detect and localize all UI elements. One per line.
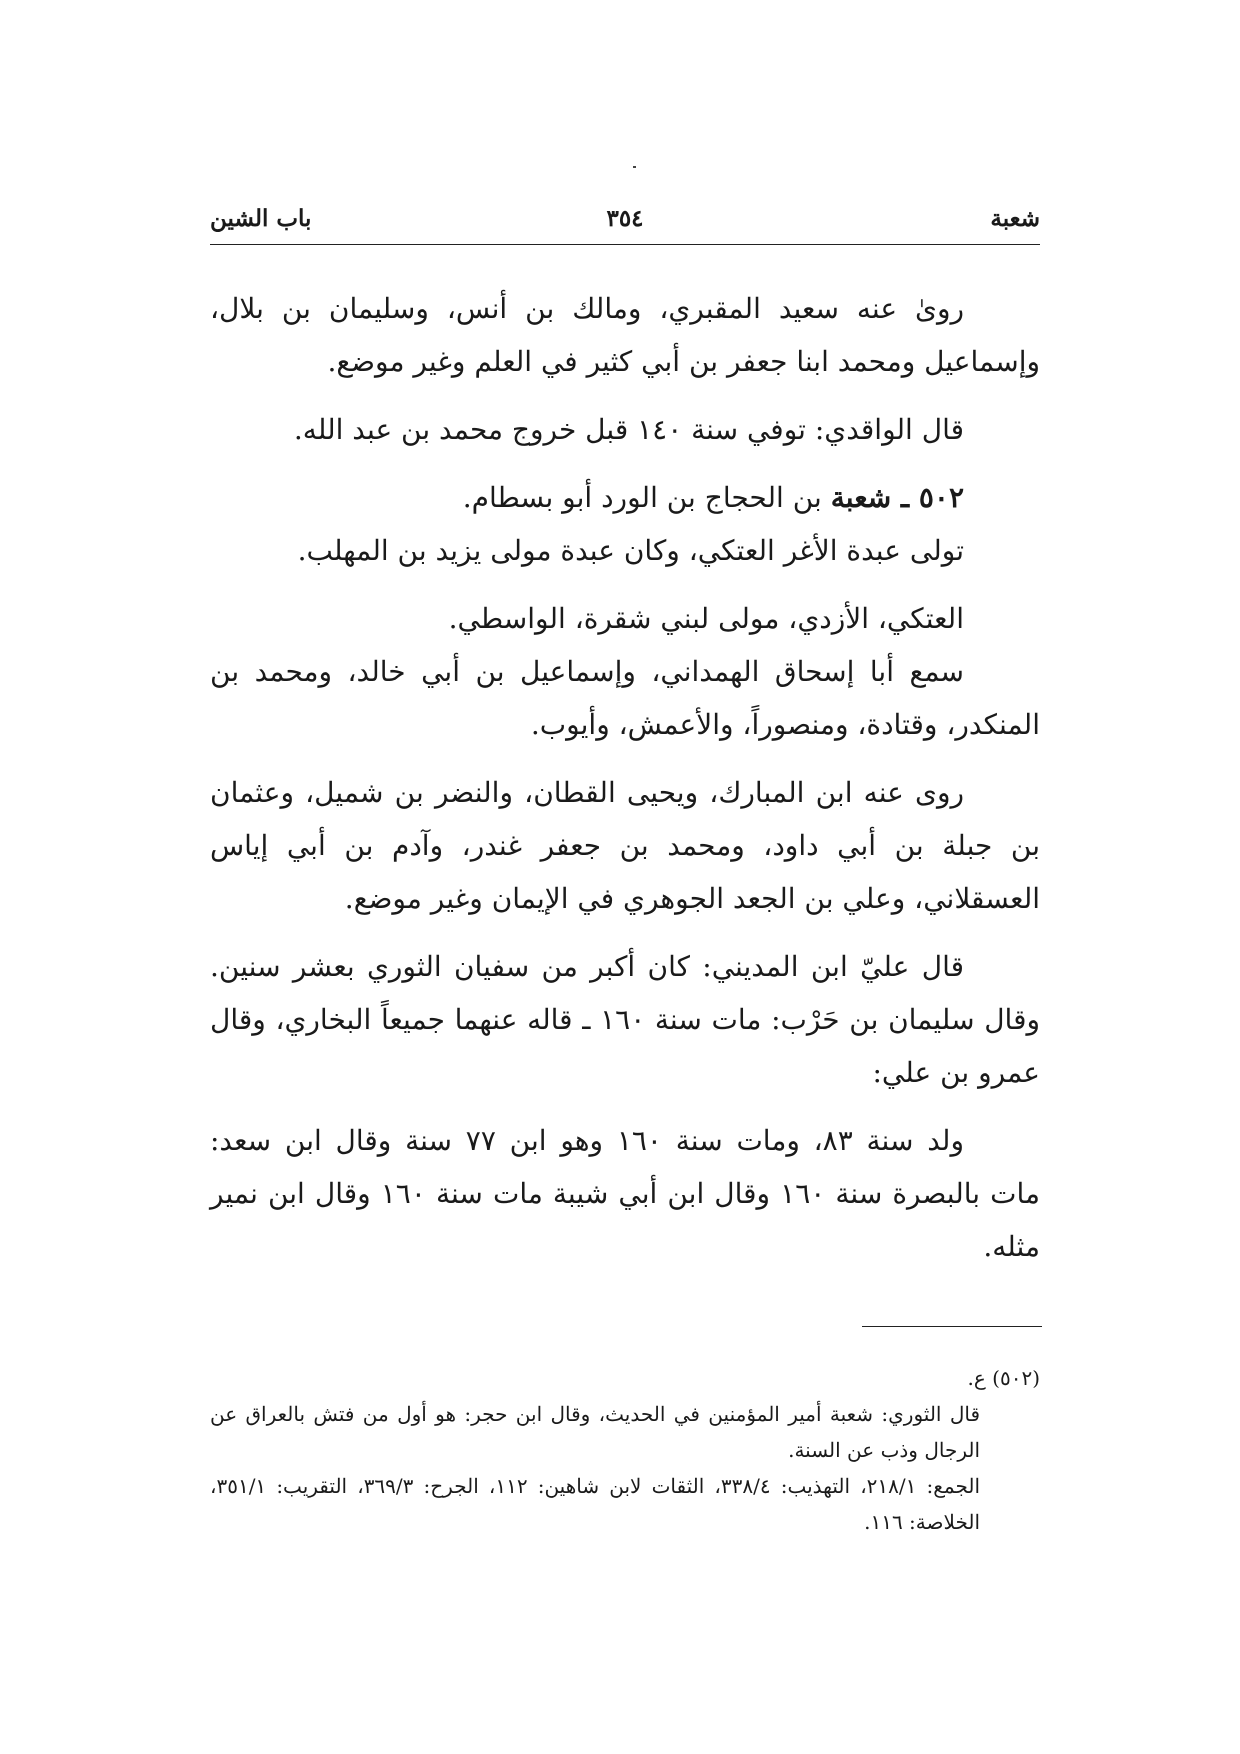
paragraph: روى عنه ابن المبارك، ويحيى القطان، والنضر بن شميل، وعثمان بن جبلة بن أبي داود، ومحمد بن جعفر غندر، وآدم بن أبي إياس العسقلاني، وعلي بن الجعد الجوهري في الإيمان وغير موضع. [210, 776, 1040, 915]
page-header [210, 205, 1040, 245]
entry-heading [210, 471, 1040, 524]
header-entry-name: شعبة [990, 205, 1040, 232]
paragraph: قال عليّ ابن المديني: كان أكبر من سفيان الثوري بعشر سنين. وقال سليمان بن حَرْب: مات سنة ١٦٠ ـ قاله عنهما جميعاً البخاري، وقال عمرو بن علي: [210, 950, 1040, 1089]
footnotes [210, 1360, 1040, 1540]
paragraph: تولى عبدة الأغر العتكي، وكان عبدة مولى يزيد بن المهلب. [297, 534, 964, 567]
footnote-references: الجمع: ٢١٨/١، التهذيب: ٣٣٨/٤، الثقات لابن شاهين: ١١٢، الجرح: ٣٦٩/٣، التقريب: ٣٥١/١، الخلاصة: ١١٦. [210, 1474, 981, 1534]
scan-speck [633, 166, 636, 168]
entry-heading-text: بن الحجاج بن الورد أبو بسطام. [462, 481, 831, 514]
page-number: ٣٥٤ [606, 205, 644, 232]
footnote-text: قال الثوري: شعبة أمير المؤمنين في الحديث، وقال ابن حجر: هو أول من فتش بالعراق عن الرجال وذب عن السنة. [210, 1402, 980, 1462]
header-rule [210, 244, 1040, 245]
footnote-rule [862, 1326, 1042, 1327]
main-text [210, 282, 1040, 1273]
paragraph: روىٰ عنه سعيد المقبري، ومالك بن أنس، وسليمان بن بلال، وإسماعيل ومحمد ابنا جعفر بن أبي كثير في العلم وغير موضع. [210, 292, 1040, 378]
paragraph: سمع أبا إسحاق الهمداني، وإسماعيل بن أبي خالد، ومحمد بن المنكدر، وقتادة، ومنصوراً، والأعمش، وأيوب. [210, 655, 1040, 741]
entry-number: ٥٠٢ ـ شعبة [830, 481, 964, 514]
paragraph: قال الواقدي: توفي سنة ١٤٠ قبل خروج محمد بن عبد الله. [293, 413, 964, 446]
paragraph: العتكي، الأزدي، مولى لبني شقرة، الواسطي. [448, 602, 964, 635]
header-chapter: باب الشين [210, 205, 312, 232]
footnote-marker: (٥٠٢) ع. [967, 1366, 1040, 1390]
paragraph: ولد سنة ٨٣، ومات سنة ١٦٠ وهو ابن ٧٧ سنة وقال ابن سعد: مات بالبصرة سنة ١٦٠ وقال ابن أبي شيبة مات سنة ١٦٠ وقال ابن نمير مثله. [210, 1124, 1041, 1263]
